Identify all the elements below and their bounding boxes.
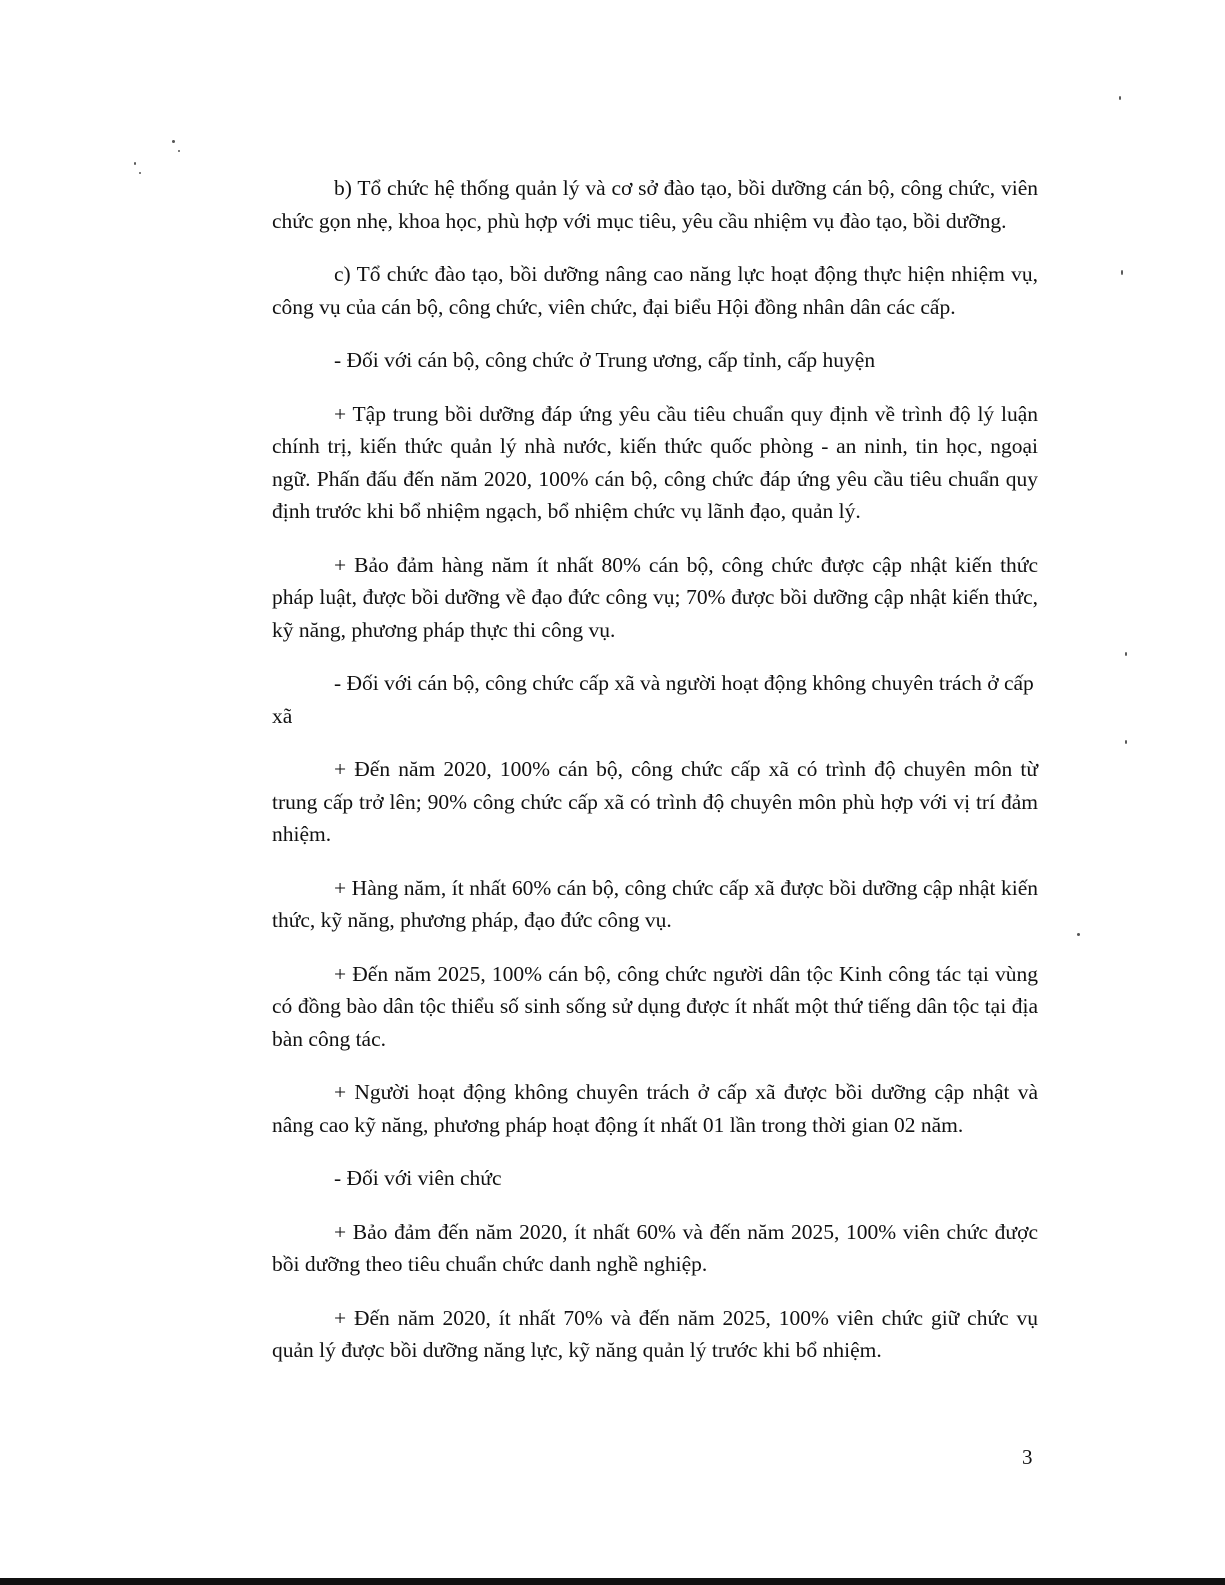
- section-heading-public-employees: - Đối với viên chức: [334, 1166, 502, 1190]
- bullet-management-training: + Đến năm 2020, ít nhất 70% và đến năm 2025, 100% viên chức giữ chức vụ quản lý được bồi dưỡng năng lực, kỹ năng quản lý trước khi bổ nhiệm.: [272, 1305, 1038, 1362]
- bullet-annual-update: + Bảo đảm hàng năm ít nhất 80% cán bộ, công chức được cập nhật kiến thức pháp luật, được bồi dưỡng về đạo đức công vụ; 70% được bồi dưỡng cập nhật kiến thức, kỹ năng, phương pháp thực thi công vụ.: [272, 552, 1038, 642]
- scan-speck: [1119, 96, 1121, 100]
- scan-bottom-edge: [0, 1578, 1225, 1585]
- scan-speck: [1125, 652, 1127, 656]
- bullet-professional-title-training: + Bảo đảm đến năm 2020, ít nhất 60% và đến năm 2025, 100% viên chức được bồi dưỡng theo tiêu chuẩn chức danh nghề nghiệp.: [272, 1219, 1038, 1276]
- bullet-ethnic-language: + Đến năm 2025, 100% cán bộ, công chức người dân tộc Kinh công tác tại vùng có đồng bào dân tộc thiểu số sinh sống sử dụng được ít nhất một thứ tiếng dân tộc tại địa bàn công tác.: [272, 961, 1038, 1051]
- scan-speck: [134, 162, 136, 165]
- bullet-training-standards: + Tập trung bồi dưỡng đáp ứng yêu cầu tiêu chuẩn quy định về trình độ lý luận chính trị, kiến thức quản lý nhà nước, kiến thức quốc phòng - an ninh, tin học, ngoại ngữ. Phấn đấu đến năm 2020, 100% cán bộ, công chức đáp ứng yêu cầu tiêu chuẩn quy định trước khi bổ nhiệm ngạch, bổ nhiệm chức vụ lãnh đạo, quản lý.: [272, 401, 1038, 523]
- bullet-part-time-staff: + Người hoạt động không chuyên trách ở cấp xã được bồi dưỡng cập nhật và nâng cao kỹ năng, phương pháp hoạt động ít nhất 01 lần trong thời gian 02 năm.: [272, 1080, 1038, 1137]
- paragraph-c: c) Tổ chức đào tạo, bồi dưỡng nâng cao năng lực hoạt động thực hiện nhiệm vụ, công vụ của cán bộ, công chức, viên chức, đại biểu Hội đồng nhân dân các cấp.: [272, 262, 1038, 319]
- scan-speck: [1125, 740, 1127, 744]
- paragraph-b: b) Tổ chức hệ thống quản lý và cơ sở đào tạo, bồi dưỡng cán bộ, công chức, viên chức gọn nhẹ, khoa học, phù hợp với mục tiêu, yêu cầu nhiệm vụ đào tạo, bồi dưỡng.: [272, 176, 1038, 233]
- scan-speck: [1077, 933, 1080, 936]
- document-body: [272, 172, 1038, 1388]
- bullet-commune-annual-training: + Hàng năm, ít nhất 60% cán bộ, công chức cấp xã được bồi dưỡng cập nhật kiến thức, kỹ năng, phương pháp, đạo đức công vụ.: [272, 875, 1038, 932]
- scan-speck: [1121, 270, 1123, 275]
- scan-speck: [172, 140, 175, 143]
- section-heading-central-provincial-district: - Đối với cán bộ, công chức ở Trung ương, cấp tỉnh, cấp huyện: [334, 348, 876, 372]
- scan-speck: [178, 150, 180, 152]
- section-heading-commune-level: - Đối với cán bộ, công chức cấp xã và người hoạt động không chuyên trách ở cấp xã: [272, 671, 1034, 728]
- scan-speck: [139, 172, 141, 174]
- page-number: 3: [1022, 1445, 1033, 1469]
- bullet-commune-qualification: + Đến năm 2020, 100% cán bộ, công chức cấp xã có trình độ chuyên môn từ trung cấp trở lên; 90% công chức cấp xã có trình độ chuyên môn phù hợp với vị trí đảm nhiệm.: [272, 757, 1038, 846]
